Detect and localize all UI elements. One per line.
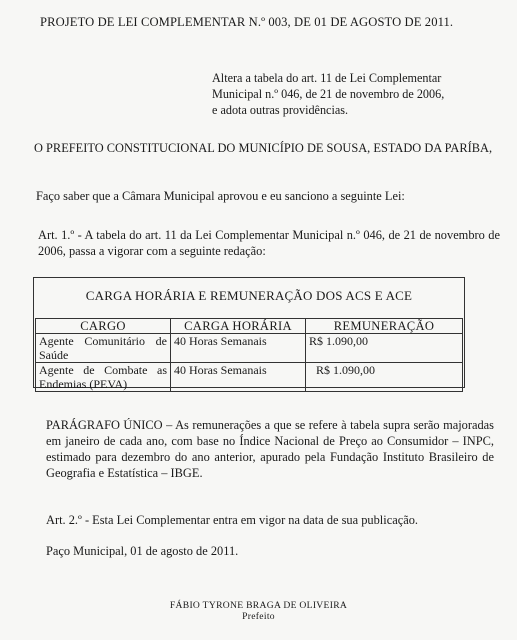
salary-table <box>35 318 463 392</box>
cell-carga-horaria: 40 Horas Semanais <box>171 363 306 392</box>
ementa-line: Municipal n.º 046, de 21 de novembro de 2006, <box>212 87 445 101</box>
table-row <box>36 334 463 363</box>
document-title: PROJETO DE LEI COMPLEMENTAR N.º 003, DE 01 DE AGOSTO DE 2011. <box>40 15 454 29</box>
signatory-title: Prefeito <box>242 611 275 622</box>
cell-cargo: Agente de Combate as Endemias (PEVA) <box>36 363 171 392</box>
enactment-clause: Faço saber que a Câmara Municipal aprovou e eu sanciono a seguinte Lei: <box>36 189 405 203</box>
cell-carga-horaria: 40 Horas Semanais <box>171 334 306 363</box>
signature-block <box>0 600 517 622</box>
cell-cargo: Agente Comunitário de Saúde <box>36 334 171 363</box>
sole-paragraph: PARÁGRAFO ÚNICO – As remunerações a que se refere à tabela supra serão majoradas em janeiro de cada ano, com base no Índice Nacional de Preço ao Consumidor – INPC, estimado para dezembro do ano anterior, apurado pela Fundação Instituto Brasileiro de Geografia e Estatística – IBGE. <box>46 418 494 480</box>
cell-remuneracao: R$ 1.090,00 <box>306 334 463 363</box>
preamble: O PREFEITO CONSTITUCIONAL DO MUNICÍPIO DE SOUSA, ESTADO DA PARÍBA, <box>34 141 493 155</box>
column-header-remuneracao: REMUNERAÇÃO <box>306 319 463 334</box>
table-row <box>36 363 463 392</box>
table-title: CARGA HORÁRIA E REMUNERAÇÃO DOS ACS E ACE <box>85 288 413 303</box>
ementa-line: e adota outras providências. <box>212 103 349 117</box>
column-header-cargo: CARGO <box>36 319 171 334</box>
column-header-carga-horaria: CARGA HORÁRIA <box>171 319 306 334</box>
table-header-row <box>36 319 463 334</box>
article-1: Art. 1.º - A tabela do art. 11 da Lei Complementar Municipal n.º 046, de 21 de novembro de 2006, passa a vigorar com a seguinte redação: <box>38 228 500 258</box>
signatory-name: FÁBIO TYRONE BRAGA DE OLIVEIRA <box>169 600 348 611</box>
cell-remuneracao: R$ 1.090,00 <box>306 363 463 392</box>
place-and-date: Paço Municipal, 01 de agosto de 2011. <box>46 544 239 558</box>
article-2: Art. 2.º - Esta Lei Complementar entra em vigor na data de sua publicação. <box>46 513 418 527</box>
ementa <box>212 70 444 118</box>
ementa-line: Altera a tabela do art. 11 de Lei Complementar <box>212 71 442 85</box>
